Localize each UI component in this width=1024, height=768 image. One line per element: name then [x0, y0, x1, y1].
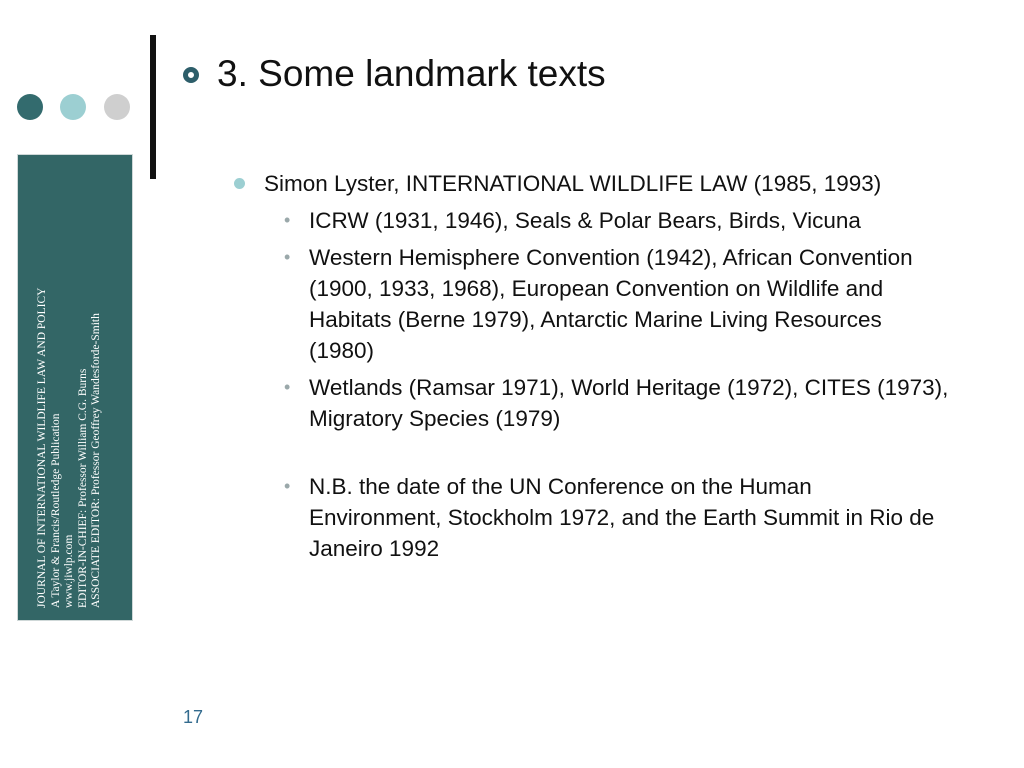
sub-bullet-text: N.B. the date of the UN Conference on the Human Environment, Stockholm 1972, and the Earth Summit in Rio de Janeiro 1992	[309, 474, 935, 561]
title-row	[183, 52, 606, 96]
title-ring-bullet-icon	[183, 67, 199, 83]
bullet-text: Simon Lyster, INTERNATIONAL WILDLIFE LAW (1985, 1993)	[264, 171, 882, 196]
journal-editor-in-chief: EDITOR-IN-CHIEF: Professor William C.G. Burns	[76, 368, 89, 608]
journal-side-panel	[17, 154, 133, 621]
journal-title: JOURNAL OF INTERNATIONAL WILDLIFE LAW AND POLICY	[36, 287, 48, 608]
sub-bullet-list	[234, 205, 954, 564]
sub-bullet-item	[280, 471, 949, 564]
small-bullet-icon: •	[284, 377, 291, 397]
decorative-dot-light	[60, 94, 86, 120]
sub-bullet-item	[280, 372, 949, 434]
decorative-dot-gray	[104, 94, 130, 120]
sub-bullet-text: Western Hemisphere Convention (1942), African Convention (1900, 1933, 1968), European Convention on Wildlife and Habitats (Berne 1979), Antarctic Marine Living Resources (1980)	[309, 245, 913, 363]
page-number: 17	[183, 707, 204, 727]
vertical-divider-bar	[150, 35, 156, 179]
decorative-dot-dark	[17, 94, 43, 120]
sub-bullet-item	[280, 205, 949, 236]
sub-bullet-text: ICRW (1931, 1946), Seals & Polar Bears, Birds, Vicuna	[309, 208, 861, 233]
sub-bullet-item	[280, 242, 949, 366]
slide-title: 3. Some landmark texts	[217, 53, 606, 94]
journal-website: www.jiwlp.com	[63, 534, 75, 608]
small-bullet-icon: •	[284, 247, 291, 267]
small-bullet-icon: •	[284, 210, 291, 230]
journal-side-text	[36, 188, 104, 608]
slide-content	[234, 168, 954, 570]
round-bullet-icon	[234, 178, 245, 189]
sub-bullet-text: Wetlands (Ramsar 1971), World Heritage (1972), CITES (1973), Migratory Species (1979)	[309, 375, 949, 431]
journal-publisher: A Taylor & Francis/Routledge Publication	[49, 413, 62, 608]
journal-associate-editor: ASSOCIATE EDITOR: Professor Geoffrey Wandesforde-Smith	[90, 313, 102, 608]
bullet-item	[234, 168, 954, 199]
small-bullet-icon: •	[284, 476, 291, 496]
